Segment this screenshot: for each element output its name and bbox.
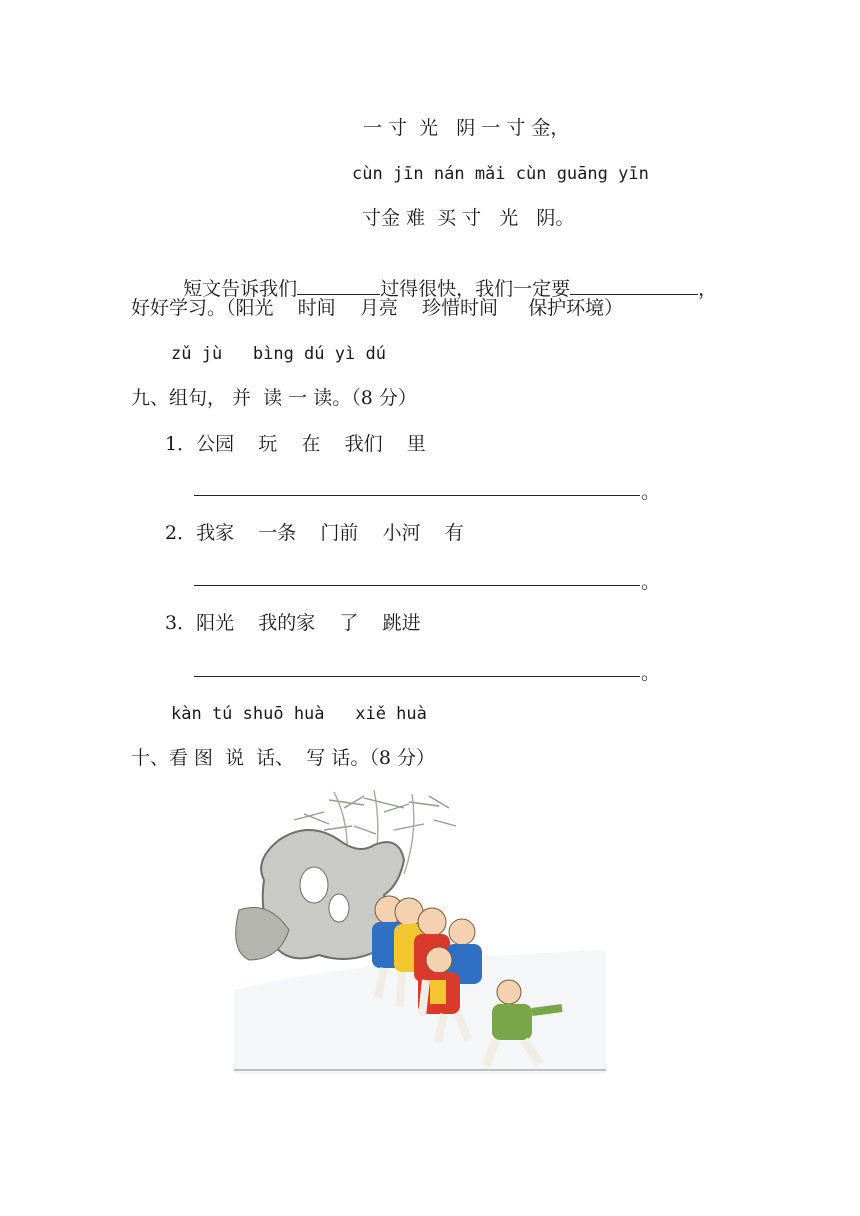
answer-line-1[interactable] [194,495,640,496]
answer-blank-2[interactable] [570,276,698,295]
item-2-words: 2．我家 一条 门前 小河 有 [165,522,464,544]
question-text-1: 短文告诉我们 [183,278,298,300]
poem-line-1: 一 寸 光 阴 一 寸 金， [363,117,570,139]
answer-line-3[interactable] [194,676,640,677]
item-1-words: 1．公园 玩 在 我们 里 [165,433,426,455]
answer-line-2[interactable] [194,585,640,586]
section10-pinyin: kàn tú shuō huà xiě huà [171,704,427,724]
item-3-words: 3．阳光 我的家 了 跳进 [165,612,421,634]
question-text-2: 过得很快，我们一定要 [380,278,571,300]
poem-pinyin: cùn jīn nán mǎi cùn guāng yīn [352,164,649,184]
item-3-period: 。 [641,662,661,684]
section10-title: 十、看 图 说 话、 写 话。（8 分） [131,747,435,769]
answer-blank-1[interactable] [297,276,380,295]
poem-line-2: 寸金 难 买 寸 光 阴。 [362,207,575,229]
section9-pinyin: zǔ jù bìng dú yì dú [171,344,386,364]
section9-title: 九、组句， 并 读 一 读。（8 分） [131,387,417,409]
item-1-period: 。 [641,481,661,503]
question-text-3: ， [698,278,718,300]
children-playing-illustration [234,790,606,1074]
question-line-2: 好好学习。（阳光 时间 月亮 珍惜时间 保护环境） [131,297,624,319]
item-2-period: 。 [641,571,661,593]
question-line-1 [171,252,717,301]
